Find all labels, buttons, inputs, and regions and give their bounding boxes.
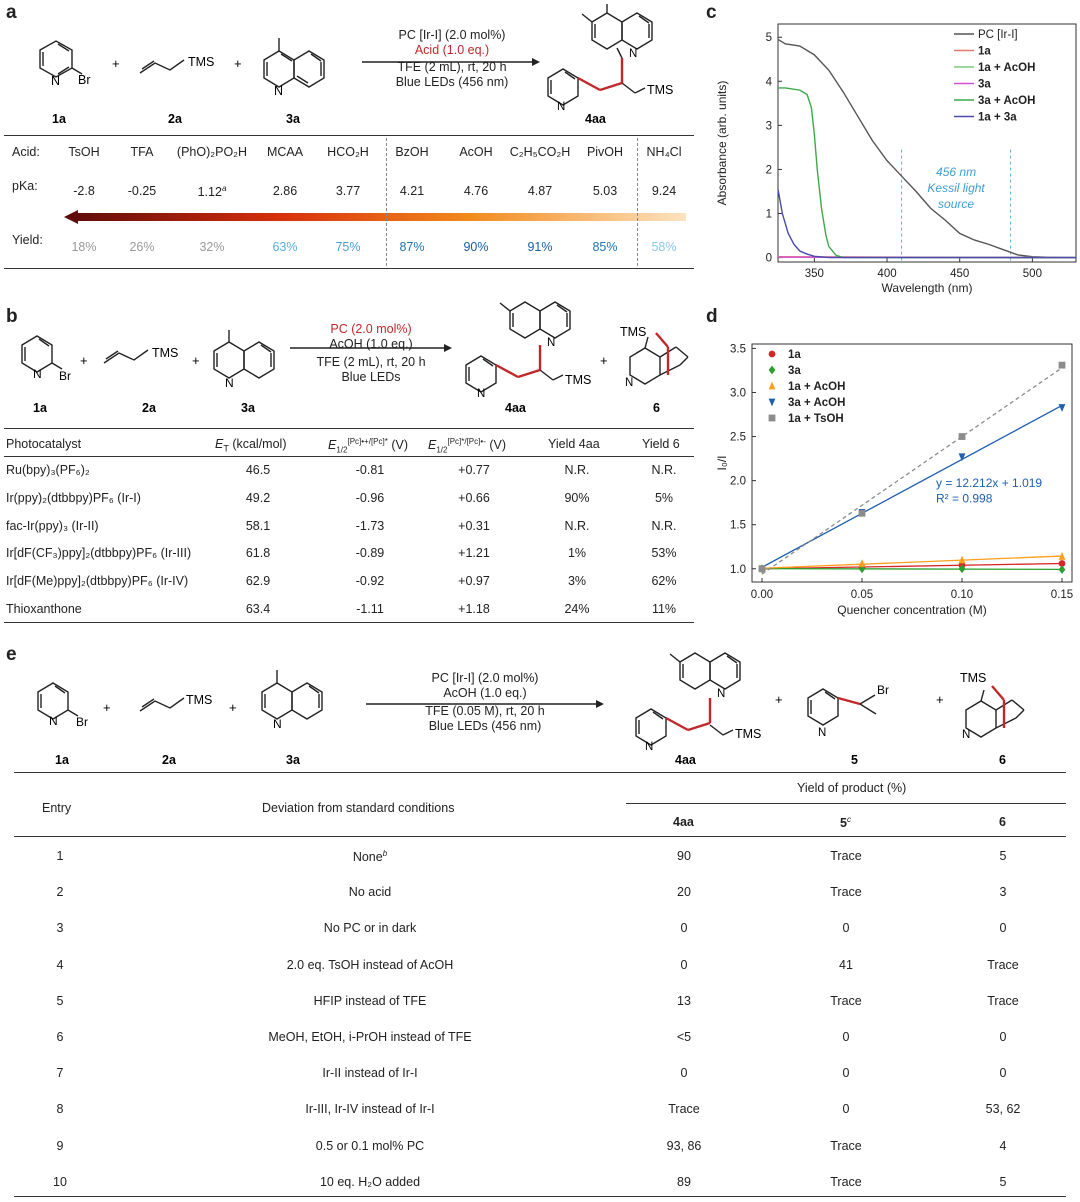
- atom-n-e5: N: [818, 727, 827, 739]
- entry-yield-4aa: Trace: [668, 1102, 700, 1117]
- entry-yield-6: 0: [999, 1066, 1007, 1081]
- data-point: [759, 565, 766, 572]
- deviation-text: 10 eq. H₂O added: [319, 1174, 421, 1189]
- acid-name: C₂H₅CO₂H: [509, 145, 571, 159]
- entry-yield-4aa: 0: [680, 921, 688, 936]
- pc-cell-e2: +1.21: [458, 546, 490, 561]
- acid-pka: -0.25: [127, 184, 157, 198]
- entry-number: 5: [56, 993, 64, 1008]
- pc-cell-e2: +0.66: [458, 490, 490, 505]
- atom-br-b: Br: [59, 369, 71, 383]
- deviation-text: None: [352, 850, 383, 865]
- pc-cell-y6: N.R.: [651, 463, 677, 477]
- table-e-bottom-rule: [14, 1196, 1066, 1197]
- col-yield-group: Yield of product (%): [797, 781, 907, 795]
- table-b-top-rule: [4, 428, 694, 429]
- y-tick-label: 0: [765, 252, 772, 265]
- legend-label: 3a: [978, 78, 991, 91]
- entry-yield-5: Trace: [830, 1138, 862, 1153]
- atom-br-e5: Br: [877, 683, 889, 697]
- col-e-6: 6: [999, 815, 1006, 829]
- label-3a: 3a: [286, 112, 300, 126]
- pc-cell-y4: 3%: [567, 574, 587, 589]
- acid-yield: 58%: [651, 240, 677, 254]
- acid-yield: 91%: [527, 240, 553, 254]
- data-point: [769, 366, 776, 375]
- pc-cell-y4: N.R.: [564, 518, 590, 533]
- acid-name: (PhO)₂PO₂H: [176, 145, 248, 159]
- plus-e4: +: [936, 692, 944, 707]
- col-yield-6: Yield 6: [642, 437, 680, 451]
- entry-yield-5: 41: [839, 957, 853, 972]
- entry-yield-6: Trace: [987, 957, 1019, 972]
- acid-yield: 32%: [199, 240, 225, 254]
- legend-label: 1a + AcOH: [788, 381, 846, 393]
- entry-yield-5: 0: [842, 1102, 850, 1117]
- pc-cell-y6: N.R.: [651, 518, 677, 533]
- plus-b3: +: [600, 353, 608, 368]
- entry-yield-4aa: 0: [680, 957, 688, 972]
- entry-yield-6: 5: [999, 1174, 1007, 1189]
- entry-deviation: [305, 1102, 434, 1116]
- pc-cell-y4: 1%: [567, 546, 587, 561]
- entry-number: 2: [56, 885, 64, 900]
- conditions-a: PC [Ir-I] (2.0 mol%) Acid (1.0 eq.) TFE (2 mL), rt, 20 h Blue LEDs (456 nm): [395, 28, 509, 89]
- pc-cell-et: 63.4: [245, 602, 271, 616]
- col-photocatalyst: Photocatalyst: [6, 437, 82, 451]
- pc-cell-pc: Ir(ppy)₂(dtbbpy)PF₆ (Ir-I): [6, 490, 141, 505]
- acid-pka: 3.77: [335, 184, 361, 198]
- fit-r2: R² = 0.998: [936, 491, 993, 506]
- pc-cell-e2: +1.18: [458, 602, 490, 616]
- col-e2: $E_{1/2}^{[Pc]*/[Pc]•-}$ (V): [428, 437, 506, 455]
- legend-label: 1a + AcOH: [978, 62, 1036, 74]
- legend-label: 3a: [788, 365, 801, 377]
- entry-yield-5: 0: [842, 1066, 850, 1081]
- tms-e-4aa: TMS: [735, 727, 762, 741]
- col-deviation: Deviation from standard conditions: [262, 801, 455, 815]
- table-a-bottom-rule: [4, 268, 694, 269]
- label-1a: 1a: [52, 112, 66, 126]
- pka-footnote: a: [221, 184, 227, 193]
- data-point: [1059, 362, 1066, 369]
- entry-yield-6: 5: [999, 849, 1007, 863]
- y-tick-label: 3.0: [730, 387, 746, 400]
- acid-pka: 4.21: [399, 184, 425, 198]
- entry-yield-5: 0: [842, 1030, 850, 1044]
- tms-e-6: TMS: [960, 671, 987, 685]
- x-axis-label: Quencher concentration (M): [837, 603, 987, 617]
- label-e-2a: 2a: [162, 753, 176, 767]
- pc-cell-y6: 62%: [651, 574, 677, 589]
- col-entry: Entry: [42, 801, 72, 815]
- entry-deviation: [322, 1066, 417, 1080]
- col-e-4aa: 4aa: [673, 815, 694, 829]
- label-b-6: 6: [653, 401, 660, 415]
- y-tick-label: 2.5: [730, 431, 746, 444]
- atom-n-e4-q: N: [717, 688, 726, 700]
- plus-1: +: [112, 56, 120, 71]
- acid-pka: -2.8: [73, 184, 95, 198]
- entry-yield-5: Trace: [830, 885, 862, 900]
- entry-number: 8: [56, 1102, 64, 1117]
- acid-name: MCAA: [266, 145, 304, 159]
- y-tick-label: 1.0: [730, 563, 746, 576]
- x-tick-label: 0.05: [850, 589, 874, 601]
- col-et: $E_T$ (kcal/mol): [215, 437, 287, 454]
- legend-label: 1a: [978, 45, 991, 58]
- data-point: [1059, 565, 1066, 574]
- entry-yield-5: Trace: [830, 993, 862, 1008]
- y-tick-label: 2: [765, 164, 772, 177]
- pc-cell-e1: -0.96: [355, 490, 385, 505]
- pc-cell-e1: -1.73: [355, 518, 385, 533]
- entry-number: 10: [53, 1174, 67, 1189]
- pc-cell-pc: Thioxanthone: [6, 602, 82, 616]
- acid-yield: 85%: [592, 240, 618, 254]
- y-tick-label: 5: [765, 32, 772, 45]
- atom-n-1a: N: [51, 74, 61, 88]
- pc-cell-y4: 24%: [564, 602, 590, 616]
- acid-yield: 90%: [463, 240, 489, 254]
- pc-cell-e2: +0.31: [458, 518, 490, 533]
- entry-deviation: [353, 849, 387, 864]
- pc-cell-e1: -1.11: [356, 602, 384, 616]
- label-b-1a: 1a: [33, 401, 47, 415]
- panel-label-e: e: [6, 644, 17, 665]
- entry-deviation: [316, 1139, 424, 1153]
- acid-name: NH₄Cl: [646, 145, 682, 159]
- label-e-3a: 3a: [286, 753, 300, 767]
- pc-cell-e2: +0.77: [458, 463, 490, 477]
- acid-name: BzOH: [395, 145, 429, 159]
- entry-deviation: [324, 921, 416, 935]
- y-tick-label: 1.5: [730, 519, 746, 532]
- table-e-head-rule: [14, 836, 1066, 837]
- entry-number: 1: [56, 849, 64, 863]
- entry-yield-4aa: 93, 86: [666, 1138, 702, 1153]
- y-axis-label: Absorbance (arb. units): [715, 80, 729, 206]
- data-point: [769, 415, 776, 422]
- label-4aa: 4aa: [585, 112, 606, 126]
- entry-yield-6: 53, 62: [985, 1102, 1021, 1117]
- gradient-arrow-svg: [64, 210, 686, 224]
- atom-n-4aa-q: N: [629, 48, 638, 60]
- y-tick-label: 2.0: [730, 475, 746, 488]
- conditions-e: PC [Ir-I] (2.0 mol%) AcOH (1.0 eq.) TFE (0.05 M), rt, 20 h Blue LEDs (456 nm): [425, 671, 545, 733]
- panel-label-c: c: [706, 2, 717, 23]
- legend-label: 1a + 3a: [978, 111, 1017, 124]
- plus-e2: +: [229, 700, 237, 715]
- legend-label: PC [Ir-I]: [978, 29, 1018, 41]
- pc-cell-et: 49.2: [245, 490, 271, 505]
- entry-yield-6: 3: [999, 885, 1007, 900]
- entry-yield-6: 0: [999, 1030, 1007, 1044]
- entry-number: 3: [56, 921, 64, 936]
- plus-e1: +: [103, 700, 111, 715]
- entry-yield-4aa: 89: [677, 1174, 691, 1189]
- data-point: [1059, 404, 1066, 412]
- label-b-2a: 2a: [142, 401, 156, 415]
- acid-yield: 63%: [272, 240, 298, 254]
- table-e-top-rule: [14, 772, 1066, 773]
- pc-cell-et: 61.8: [245, 546, 271, 561]
- series-line: [778, 88, 1076, 258]
- pc-cell-y4: N.R.: [564, 463, 590, 477]
- pc-cell-et: 46.5: [245, 463, 271, 477]
- series-line: [778, 189, 1076, 257]
- pc-cell-e1: -0.81: [355, 463, 385, 477]
- legend-label: 1a + TsOH: [788, 413, 844, 425]
- y-tick-label: 3.5: [730, 343, 746, 356]
- pc-cell-e1: -0.89: [355, 546, 385, 561]
- tms-b-2a: TMS: [152, 346, 179, 360]
- data-point: [769, 382, 776, 390]
- panel-label-a: a: [6, 2, 17, 23]
- acid-pka: 1.12: [197, 185, 222, 200]
- tms-2a: TMS: [188, 55, 215, 69]
- x-tick-label: 0.00: [750, 589, 774, 601]
- scheme-a: [0, 0, 700, 130]
- atom-n-e3: N: [273, 717, 282, 731]
- entry-deviation: [349, 885, 391, 899]
- entry-yield-5: Trace: [830, 849, 862, 863]
- annotation-text: Kessil light: [927, 181, 985, 196]
- deviation-text: No PC or in dark: [323, 921, 417, 936]
- y-tick-label: 4: [765, 76, 772, 89]
- pc-cell-pc: Ir[dF(Me)ppy]₂(dtbbpy)PF₆ (Ir-IV): [6, 574, 189, 589]
- deviation-footnote: b: [382, 849, 388, 858]
- plus-e3: +: [775, 692, 783, 707]
- annotation-text: source: [938, 197, 975, 212]
- atom-n-e1: N: [49, 714, 58, 728]
- acid-name: AcOH: [459, 145, 493, 159]
- pc-cell-pc: Ir[dF(CF₃)ppy]₂(dtbbpy)PF₆ (Ir-III): [6, 546, 192, 561]
- atom-n-b4-py: N: [477, 388, 486, 400]
- entry-number: 6: [56, 1030, 64, 1044]
- x-tick-label: 0.10: [950, 589, 974, 601]
- row-label-pka: pKa:: [12, 179, 38, 193]
- acid-pka-with-note: [198, 184, 227, 199]
- pc-cell-y6: 11%: [651, 602, 677, 616]
- tms-b-6: TMS: [620, 325, 647, 339]
- entry-yield-5: Trace: [830, 1174, 862, 1189]
- acid-pka: 5.03: [592, 184, 618, 198]
- acid-yield: 18%: [71, 240, 97, 254]
- y-axis-label: I₀/I: [715, 455, 729, 471]
- plus-2: +: [234, 56, 242, 71]
- atom-n-b6: N: [625, 377, 634, 389]
- entry-yield-6: 4: [999, 1138, 1007, 1153]
- atom-n-b4-q: N: [547, 337, 556, 349]
- plot-frame: [778, 24, 1076, 262]
- table-a-top-rule: [4, 135, 694, 136]
- table-e-group-rule: [626, 803, 1066, 804]
- entry-yield-6: Trace: [987, 993, 1019, 1008]
- legend-label: 1a: [788, 349, 801, 361]
- entry-deviation: [320, 1175, 420, 1189]
- acid-name: TsOH: [68, 145, 100, 159]
- panel-label-d: d: [706, 306, 718, 327]
- fit-equation: y = 12.212x + 1.019: [936, 475, 1043, 490]
- conditions-b: PC (2.0 mol%) AcOH (1.0 eq.) TFE (2 mL), rt, 20 h Blue LEDs: [316, 322, 426, 384]
- label-e-5: 5: [851, 753, 858, 767]
- row-label-yield: Yield:: [12, 233, 43, 247]
- acid-yield: 87%: [399, 240, 425, 254]
- deviation-text: HFIP instead of TFE: [313, 993, 427, 1008]
- y-tick-label: 1: [765, 208, 772, 221]
- deviation-text: Ir-III, Ir-IV instead of Ir-I: [305, 1102, 435, 1117]
- divider-dashed-2: [637, 138, 638, 266]
- x-tick-label: 350: [804, 268, 824, 280]
- y-tick-label: 3: [765, 120, 772, 133]
- x-tick-label: 450: [950, 268, 970, 280]
- acid-pka: 2.86: [272, 184, 298, 198]
- x-axis-label: Wavelength (nm): [881, 281, 973, 295]
- col-yield-4aa: Yield 4aa: [548, 437, 600, 451]
- deviation-text: Ir-II instead of Ir-I: [322, 1066, 418, 1081]
- label-2a: 2a: [168, 112, 182, 126]
- acid-name: HCO₂H: [327, 145, 369, 159]
- pc-cell-e1: -0.92: [355, 574, 385, 589]
- data-point: [769, 399, 776, 407]
- data-point: [769, 351, 776, 358]
- col-e1: $E_{1/2}^{[Pc]•+/[Pc]*}$ (V): [328, 437, 408, 455]
- tms-b-4aa: TMS: [565, 373, 592, 387]
- acid-pka: 9.24: [651, 184, 677, 198]
- deviation-text: 0.5 or 0.1 mol% PC: [315, 1138, 425, 1153]
- absorbance-chart: [704, 0, 1080, 300]
- data-point: [859, 510, 866, 517]
- atom-n-e6: N: [962, 729, 971, 741]
- label-b-4aa: 4aa: [505, 401, 526, 415]
- entry-deviation: [314, 994, 427, 1008]
- acid-pka: 4.87: [527, 184, 553, 198]
- atom-n-3a: N: [274, 84, 284, 98]
- pc-cell-y6: 5%: [654, 490, 674, 505]
- deviation-text: No acid: [348, 885, 392, 900]
- pc-cell-et: 58.1: [245, 518, 271, 533]
- acid-name: TFA: [130, 145, 154, 159]
- acid-name: PivOH: [586, 145, 624, 159]
- entry-yield-4aa: <5: [676, 1030, 692, 1044]
- atom-n-b3: N: [225, 376, 234, 390]
- entry-deviation: [268, 1030, 471, 1044]
- entry-yield-4aa: 13: [677, 993, 691, 1008]
- table-b-head-rule: [4, 456, 694, 457]
- data-point: [959, 433, 966, 440]
- acid-yield: 75%: [335, 240, 361, 254]
- x-tick-label: 0.15: [1050, 589, 1074, 601]
- entry-yield-5: 0: [842, 921, 850, 936]
- entry-number: 9: [56, 1138, 64, 1153]
- plus-b2: +: [192, 353, 200, 368]
- atom-br-e1: Br: [76, 715, 88, 729]
- entry-number: 4: [56, 957, 64, 972]
- atom-n-b1: N: [33, 367, 42, 381]
- label-b-3a: 3a: [241, 401, 255, 415]
- tms-e-2a: TMS: [186, 693, 213, 707]
- entry-yield-4aa: 0: [680, 1066, 688, 1081]
- entry-number: 7: [56, 1066, 64, 1081]
- table-b-bottom-rule: [4, 622, 694, 623]
- label-e-4aa: 4aa: [675, 753, 696, 767]
- acid-yield: 26%: [129, 240, 155, 254]
- fit-line: [762, 569, 1062, 570]
- entry-yield-4aa: 90: [677, 849, 691, 863]
- acid-pka: 4.76: [463, 184, 489, 198]
- entry-yield-4aa: 20: [677, 885, 691, 900]
- legend-label: 3a + AcOH: [788, 397, 846, 409]
- panel-label-b: b: [6, 306, 18, 327]
- pka-gradient-arrow: [64, 210, 686, 224]
- entry-yield-6: 0: [999, 921, 1007, 936]
- atom-n-4aa-py: N: [557, 101, 566, 113]
- atom-br-1a: Br: [78, 73, 91, 87]
- stern-volmer-chart: [704, 306, 1080, 632]
- pc-cell-pc: fac-Ir(ppy)₃ (Ir-II): [6, 518, 99, 533]
- annotation-text: 456 nm: [936, 165, 977, 180]
- data-point: [859, 559, 866, 567]
- deviation-text: 2.0 eq. TsOH instead of AcOH: [286, 957, 454, 972]
- label-e-1a: 1a: [55, 753, 69, 767]
- x-tick-label: 400: [877, 268, 897, 280]
- pc-cell-et: 62.9: [245, 574, 271, 589]
- atom-n-e4-py: N: [645, 741, 654, 753]
- pc-cell-y4: 90%: [564, 490, 590, 505]
- plus-b1: +: [80, 353, 88, 368]
- deviation-text: MeOH, EtOH, i-PrOH instead of TFE: [268, 1030, 472, 1044]
- pc-cell-e2: +0.97: [458, 574, 490, 589]
- tms-4aa: TMS: [647, 83, 674, 97]
- legend-label: 3a + AcOH: [978, 95, 1036, 107]
- col-e-5: 5$^c$: [840, 815, 851, 831]
- pc-cell-pc: Ru(bpy)₃(PF₆)₂: [6, 463, 90, 477]
- label-e-6: 6: [999, 753, 1006, 767]
- divider-dashed-1: [386, 138, 387, 266]
- entry-deviation: [287, 958, 454, 972]
- row-label-acid: Acid:: [12, 145, 40, 159]
- x-tick-label: 500: [1022, 268, 1042, 280]
- pc-cell-y6: 53%: [651, 546, 677, 561]
